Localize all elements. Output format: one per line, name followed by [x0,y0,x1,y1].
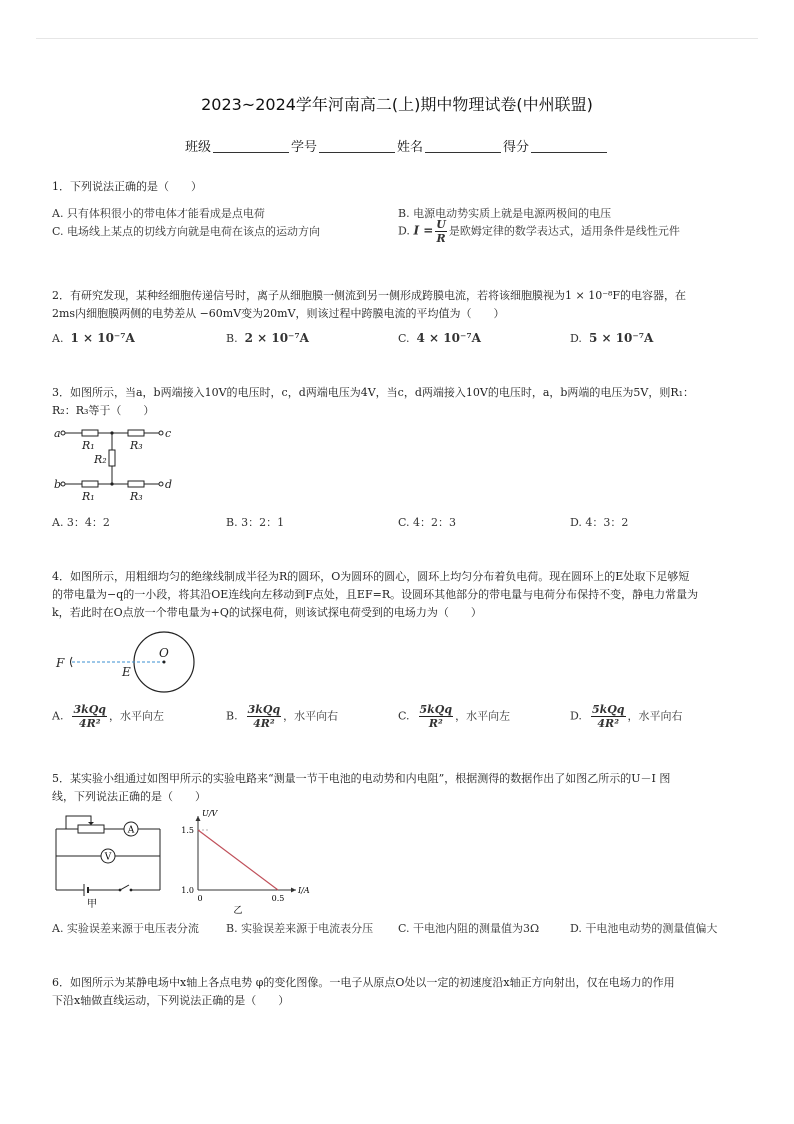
q1-d-fraction [435,218,447,245]
q3-terminal-b [61,482,65,486]
q6-stem-line1: 6．如图所示为某静电场中x轴上各点电势 φ的变化图像。一电子从原点O处以一定的初速度沿x轴正方向射出，仅在电场力的作用 [52,976,675,989]
q3-label-a: a [54,427,61,440]
q5-switch-contact [130,889,133,892]
q3-r2-resistor [109,450,115,466]
chart-y-tick-label: 1.5 [181,826,194,835]
q5-option-b: B. 实验误差来源于电流表分压 [226,922,374,935]
q3-label-c: c [165,427,172,440]
q5-option-c: C. 干电池内阻的测量值为3Ω [398,922,540,935]
q4-option-a [52,703,164,730]
q4-ring-diagram [52,630,202,696]
chart-x-axis-arrow [291,888,296,893]
q4-option-d [570,703,683,730]
q3-terminal-a [61,431,65,435]
q4-b-den: 4R² [253,717,275,730]
q4-d-fraction [591,703,626,730]
q2-d-label: D. [570,332,582,345]
q4-c-direction: ，水平向左 [455,709,511,723]
q4-label-o: O [159,646,169,660]
q5-stem-line2: 线，下列说法正确的是（ ） [52,790,206,803]
q1-option-a: A. 只有体积很小的带电体才能看成是点电荷 [52,207,265,220]
student-info-line [0,136,794,155]
q5-ui-chart [172,806,322,914]
q4-d-den: 4R² [597,717,620,730]
q3-option-c: C. 4：2：3 [398,516,457,529]
q2-b-label: B. [226,332,238,345]
q3-r3-top-resistor [128,430,144,436]
q3-label-d: d [165,478,173,491]
q4-option-c [398,703,510,730]
q3-r1-bottom-resistor [82,481,98,487]
q4-c-num: 5kQq [419,703,453,716]
q3-option-b: B. 3：2：1 [226,516,285,529]
q4-c-label: C. [398,709,410,723]
q1-option-b: B. 电源电动势实质上就是电源两极间的电压 [398,207,612,220]
q4-b-direction: ，水平向右 [283,709,339,723]
class-blank [213,152,289,153]
q4-c-den: R² [428,717,443,730]
q3-option-a: A. 3：4：2 [52,516,110,529]
id-blank [319,152,395,153]
q1-d-lhs: I = [413,223,434,238]
q1-d-den: R [436,232,446,245]
q4-label-e: E [122,665,131,679]
name-label: 姓名 [397,140,424,155]
q2-b-value: 2 × 10⁻⁷A [244,331,309,345]
q3-label-r1-top: R₁ [82,439,95,452]
q1-d-prefix: D. [398,224,410,238]
q4-d-label: D. [570,709,582,723]
q4-a-den: 4R² [78,717,101,730]
q3-r1-top-resistor [82,430,98,436]
q3-junction-bottom [110,482,113,485]
chart-x-tick-label: 0 [197,894,203,903]
chart-x-axis-label: I/A [298,886,310,895]
q2-a-label: A. [52,332,64,345]
q5-circuit-diagram [52,810,167,910]
q3-terminal-d [159,482,163,486]
q3-junction-top [110,431,113,434]
name-blank [425,152,501,153]
chart-y-tick-label: 1.0 [181,886,194,895]
q2-option-a [52,331,135,345]
chart-x-tick-label: 0.5 [271,894,285,903]
q4-a-label: A. [52,709,64,723]
q4-stem-line3: k，若此时在O点放一个带电量为+Q的试探电荷，则该试探电荷受到的电场力为（ ） [52,606,482,619]
q4-option-b [226,703,338,730]
q2-option-d [570,331,653,345]
q4-b-num: 3kQq [247,703,281,716]
q5-rheostat [78,825,104,833]
q4-center-point [163,661,166,664]
q2-c-value: 4 × 10⁻⁷A [416,331,481,345]
q4-c-fraction [419,703,454,730]
q5-circuit-caption: 甲 [87,899,97,910]
q3-r3-bottom-resistor [128,481,144,487]
q1-stem: 1．下列说法正确的是（ ） [52,180,202,193]
chart-y-axis-arrow [196,816,201,821]
q4-d-num: 5kQq [591,703,625,716]
q4-d-direction: ，水平向右 [627,709,683,723]
q4-b-label: B. [226,709,238,723]
q3-label-b: b [54,478,62,491]
q5-switch-pivot [119,889,122,892]
q2-stem-line2: 2ms内细胞膜两侧的电势差从 −60mV变为20mV，则该过程中跨膜电流的平均值为（ ） [52,307,505,320]
q4-stem-line2: 的带电量为−q的一小段，将其沿OE连线向左移动到F点处，且EF=R。设圆环其他部分的带电量与电荷分布保持不变，静电力常量为 [52,588,699,601]
q2-option-b [226,331,309,345]
q4-stem-line1: 4．如图所示，用粗细均匀的绝缘线制成半径为R的圆环，O为圆环的圆心，圆环上均匀分布着负电荷。现在圆环上的E处取下足够短 [52,570,690,583]
q5-voltmeter-label: V [104,852,112,863]
q6-stem-line2: 下沿x轴做直线运动，下列说法正确的是（ ） [52,994,290,1007]
chart-caption: 乙 [233,906,243,914]
q4-a-fraction [72,703,107,730]
q5-stem-line1: 5．某实验小组通过如图甲所示的实验电路来“测量一节干电池的电动势和内电阻”，根据测得的数据作出了如图乙所示的U－I 图 [52,772,671,785]
q2-stem-line1: 2．有研究发现，某种经细胞传递信号时，离子从细胞膜一侧流到另一侧形成跨膜电流，若将该细胞膜视为1 × 10⁻⁸F的电容器，在 [52,289,687,302]
q3-stem-line2: R₂：R₃等于（ ） [52,404,155,417]
q3-label-r1-bottom: R₁ [82,490,95,503]
score-blank [531,152,607,153]
q3-terminal-c [159,431,163,435]
q3-label-r3-top: R₃ [130,439,143,452]
q5-option-d: D. 干电池电动势的测量值偏大 [570,922,718,935]
id-label: 学号 [290,140,317,155]
q4-a-num: 3kQq [73,703,107,716]
q2-d-value: 5 × 10⁻⁷A [588,331,654,345]
q3-stem-line1: 3．如图所示，当a，b两端接入10V的电压时，c，d两端电压为4V，当c，d两端接入10V的电压时，a，b两端的电压为5V，则R₁： [52,386,695,399]
score-label: 得分 [503,140,530,155]
q3-label-r3-bottom: R₃ [130,490,143,503]
chart-series-line [198,830,278,890]
q5-ammeter-label: A [127,825,135,836]
q2-option-c [398,331,481,345]
q2-c-label: C. [398,332,410,345]
class-label: 班级 [184,140,211,155]
header-divider [36,38,758,39]
q1-d-num: U [436,218,446,231]
q1-d-suffix: 是欧姆定律的数学表达式，适用条件是线性元件 [448,224,680,238]
q1-option-c: C. 电场线上某点的切线方向就是电荷在该点的运动方向 [52,225,321,238]
q2-a-value: 1 × 10⁻⁷A [70,331,135,345]
q4-charge-segment [71,657,73,667]
page-title: 2023~2024学年河南高二(上)期中物理试卷(中州联盟) [201,95,593,114]
q3-circuit-diagram [52,422,182,506]
q4-a-direction: ，水平向左 [109,709,165,723]
q4-label-f: F [56,656,65,670]
q3-option-d: D. 4：3：2 [570,516,629,529]
q3-label-r2: R₂ [94,453,107,466]
q1-option-d [398,218,680,245]
q5-option-a: A. 实验误差来源于电压表分流 [52,922,199,935]
q4-b-fraction [247,703,282,730]
chart-y-axis-label: U/V [202,809,218,818]
